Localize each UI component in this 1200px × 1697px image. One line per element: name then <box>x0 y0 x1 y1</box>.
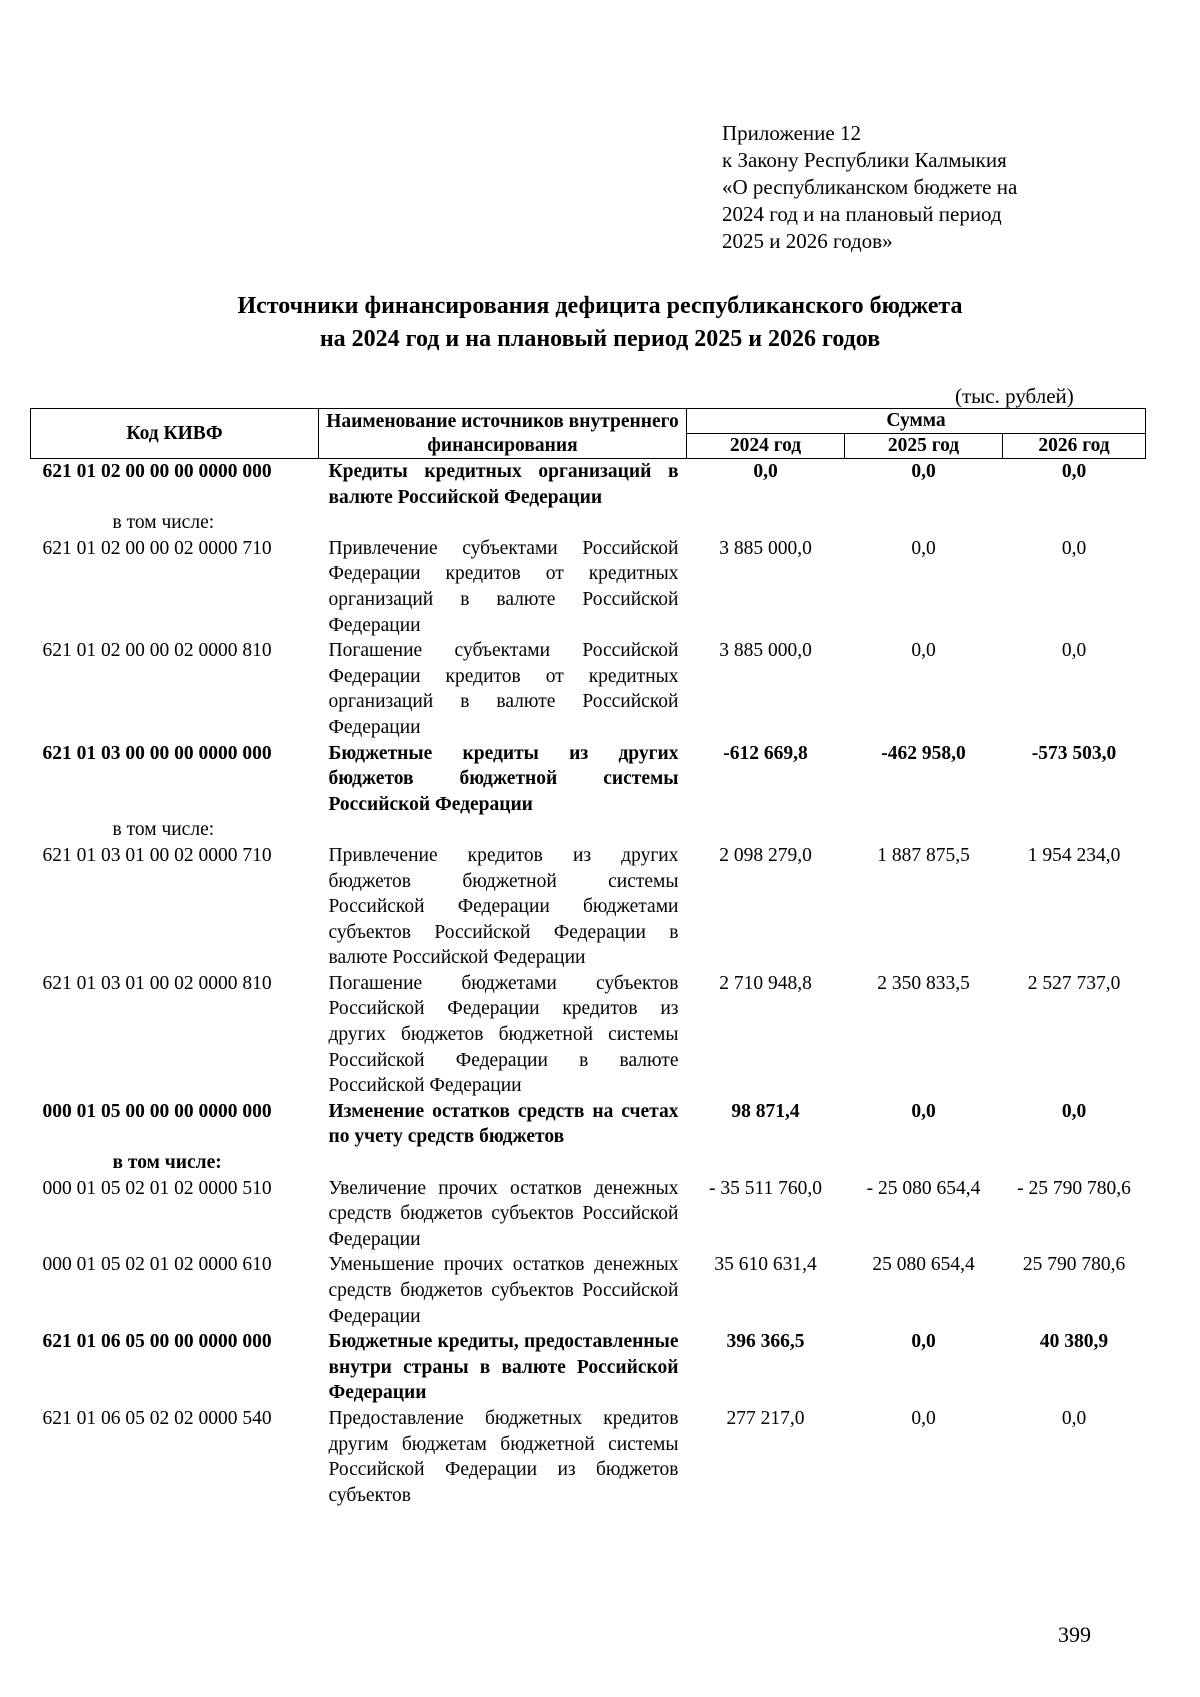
row-name: Погашение субъектами Российской Федерации кредитов от кредитных организаций в валюте Российской Федерации <box>328 640 679 738</box>
row-value-2024: 277 217,0 <box>726 1407 805 1429</box>
annex-line: «О республиканском бюджете на <box>722 175 1018 199</box>
row-value-2024: 98 871,4 <box>731 1100 800 1122</box>
header-code: Код КИВФ <box>31 409 319 459</box>
row-code: 621 01 03 01 00 02 0000 810 <box>42 972 272 994</box>
row-name: Изменение остатков средств на счетах по учету средств бюджетов <box>328 1100 679 1148</box>
row-value-2026: -573 503,0 <box>1031 742 1117 764</box>
row-code: 621 01 06 05 00 00 0000 000 <box>42 1331 272 1353</box>
row-code: 621 01 02 00 00 02 0000 810 <box>42 640 272 662</box>
row-value-2026: 2 527 737,0 <box>1027 972 1121 994</box>
row-name: Уменьшение прочих остатков денежных средств бюджетов субъектов Российской Федерации <box>328 1254 679 1327</box>
table-row <box>31 536 1146 638</box>
row-code: 621 01 06 05 02 02 0000 540 <box>42 1407 272 1429</box>
row-value-2025: 0,0 <box>911 1100 936 1122</box>
row-code: 621 01 02 00 00 02 0000 710 <box>42 537 272 559</box>
row-name: Кредиты кредитных организаций в валюте Российской Федерации <box>328 461 679 508</box>
row-value-2024: 35 610 631,4 <box>714 1254 817 1276</box>
subheader-row <box>31 817 1146 843</box>
units-label: (тыс. рублей) <box>955 384 1074 408</box>
row-value-2025: 25 080 654,4 <box>872 1254 975 1276</box>
title-line-1: Источники финансирования дефицита республиканского бюджета <box>237 293 963 319</box>
row-code: 000 01 05 02 01 02 0000 510 <box>42 1177 272 1199</box>
header-year-2024: 2024 год <box>687 434 845 459</box>
annex-line: 2024 год и на плановый период <box>722 202 1002 226</box>
document-title <box>0 290 1200 356</box>
including-label: в том числе: <box>112 1152 222 1174</box>
row-value-2024: 0,0 <box>753 461 778 482</box>
row-value-2025: 0,0 <box>911 537 936 559</box>
including-label: в том числе: <box>112 819 215 841</box>
row-value-2025: 0,0 <box>911 461 936 482</box>
row-code: 621 01 03 01 00 02 0000 710 <box>42 844 272 866</box>
row-value-2025: -462 958,0 <box>881 742 966 764</box>
row-value-2025: - 25 080 654,4 <box>866 1177 981 1199</box>
including-label: в том числе: <box>112 512 215 534</box>
header-year-2026: 2026 год <box>1003 434 1146 459</box>
row-value-2024: 396 366,5 <box>726 1331 805 1353</box>
row-value-2024: 2 098 279,0 <box>719 844 812 866</box>
row-name: Увеличение прочих остатков денежных средств бюджетов субъектов Российской Федерации <box>328 1177 679 1250</box>
annex-line: Приложение 12 <box>722 121 861 145</box>
table-row <box>31 843 1146 971</box>
row-value-2026: 40 380,9 <box>1039 1331 1109 1353</box>
header-name: Наименование источников внутреннего финансирования <box>319 409 687 459</box>
table-row <box>31 1252 1146 1329</box>
row-value-2025: 0,0 <box>911 640 936 662</box>
table-row <box>31 1329 1146 1406</box>
row-name: Бюджетные кредиты, предоставленные внутри страны в валюте Российской Федерации <box>328 1331 679 1404</box>
table-row <box>31 971 1146 1099</box>
row-value-2026: 0,0 <box>1061 1407 1087 1429</box>
row-value-2025: 0,0 <box>911 1407 936 1429</box>
row-code: 621 01 02 00 00 00 0000 000 <box>42 461 272 482</box>
subheader-row <box>31 1150 1146 1176</box>
annex-line: к Закону Республики Калмыкия <box>722 148 1007 172</box>
table-row <box>31 1099 1146 1150</box>
row-value-2026: 0,0 <box>1061 640 1087 662</box>
row-value-2024: - 35 511 760,0 <box>708 1177 823 1199</box>
table-row <box>31 741 1146 818</box>
table-row <box>31 1406 1146 1508</box>
row-value-2025: 1 887 875,5 <box>877 844 970 866</box>
row-name: Привлечение кредитов из других бюджетов бюджетной системы Российской Федерации бюджетами субъектов Российской Федерации в валюте Российской Федерации <box>328 844 679 969</box>
table-row <box>31 1176 1146 1253</box>
financing-sources-table <box>30 408 1146 1508</box>
row-value-2024: -612 669,8 <box>723 742 808 764</box>
row-name: Привлечение субъектами Российской Федерации кредитов от кредитных организаций в валюте Российской Федерации <box>328 537 679 636</box>
row-value-2026: 1 954 234,0 <box>1027 844 1121 866</box>
row-value-2024: 3 885 000,0 <box>719 640 812 662</box>
row-value-2024: 2 710 948,8 <box>719 972 812 994</box>
row-code: 000 01 05 00 00 00 0000 000 <box>42 1100 272 1122</box>
row-value-2026: 0,0 <box>1061 461 1087 482</box>
table-row <box>31 638 1146 740</box>
row-value-2025: 0,0 <box>911 1331 936 1353</box>
annex-reference <box>722 120 1017 255</box>
row-value-2026: - 25 790 780,6 <box>1017 1177 1131 1199</box>
row-name: Бюджетные кредиты из других бюджетов бюджетной системы Российской Федерации <box>328 742 679 815</box>
row-value-2024: 3 885 000,0 <box>719 537 812 559</box>
table-row <box>31 459 1146 511</box>
header-sum: Сумма <box>687 409 1146 434</box>
header-year-2025: 2025 год <box>845 434 1003 459</box>
row-value-2025: 2 350 833,5 <box>877 972 970 994</box>
row-value-2026: 0,0 <box>1061 537 1087 559</box>
row-value-2026: 0,0 <box>1061 1100 1087 1122</box>
page-number: 399 <box>1058 1622 1091 1647</box>
subheader-row <box>31 510 1146 536</box>
row-code: 000 01 05 02 01 02 0000 610 <box>42 1254 272 1276</box>
row-name: Погашение бюджетами субъектов Российской Федерации кредитов из других бюджетов бюджетной системы Российской Федерации в валюте Российской Федерации <box>328 972 679 1097</box>
row-value-2026: 25 790 780,6 <box>1022 1254 1126 1276</box>
annex-line: 2025 и 2026 годов» <box>722 229 893 253</box>
row-name: Предоставление бюджетных кредитов другим бюджетам бюджетной системы Российской Федерации из бюджетов субъектов <box>328 1407 679 1506</box>
row-code: 621 01 03 00 00 00 0000 000 <box>42 742 272 764</box>
title-line-2: на 2024 год и на плановый период 2025 и 2026 годов <box>319 326 881 352</box>
